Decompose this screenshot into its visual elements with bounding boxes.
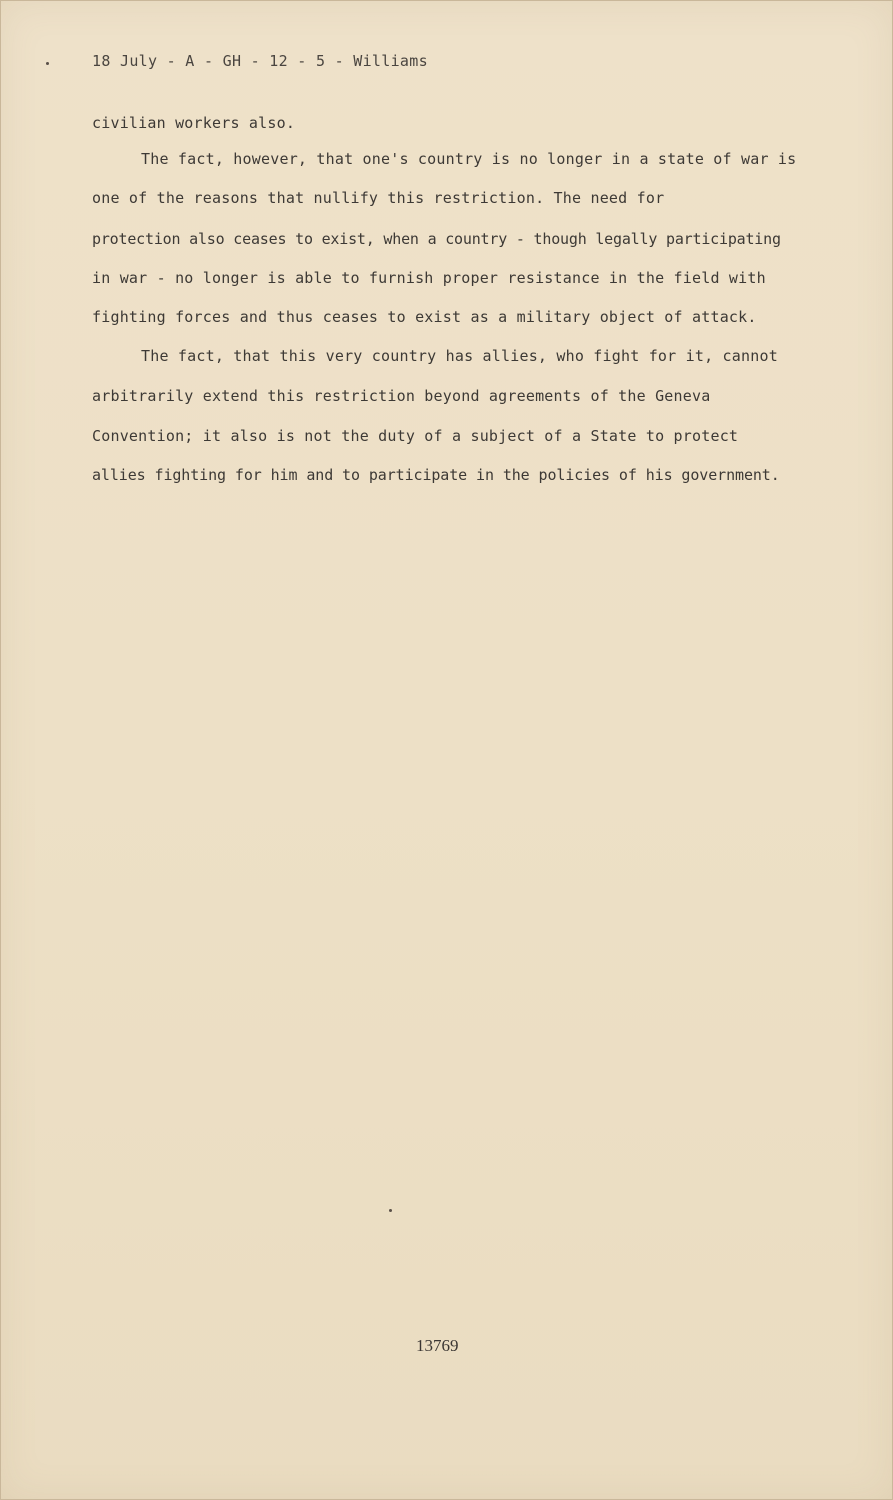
body-line-8: arbitrarily extend this restriction beyond agreements of the Geneva xyxy=(92,387,711,405)
body-line-3: one of the reasons that nullify this restriction. The need for xyxy=(92,189,665,207)
margin-mark xyxy=(46,62,49,65)
body-line-1: civilian workers also. xyxy=(92,114,296,132)
body-line-4: protection also ceases to exist, when a country - though legally participating xyxy=(92,230,781,248)
body-line-6: fighting forces and thus ceases to exist as a military object of attack. xyxy=(92,308,757,326)
paper-speck xyxy=(389,1209,392,1212)
body-line-2: The fact, however, that one's country is no longer in a state of war is xyxy=(141,150,797,168)
page-header-reference: 18 July - A - GH - 12 - 5 - Williams xyxy=(92,52,428,70)
body-line-7: The fact, that this very country has allies, who fight for it, cannot xyxy=(141,347,778,365)
body-line-5: in war - no longer is able to furnish proper resistance in the field with xyxy=(92,269,766,287)
page-number: 13769 xyxy=(416,1336,459,1355)
body-line-9: Convention; it also is not the duty of a subject of a State to protect xyxy=(92,427,739,445)
body-line-10: allies fighting for him and to participate in the policies of his government. xyxy=(92,466,780,484)
